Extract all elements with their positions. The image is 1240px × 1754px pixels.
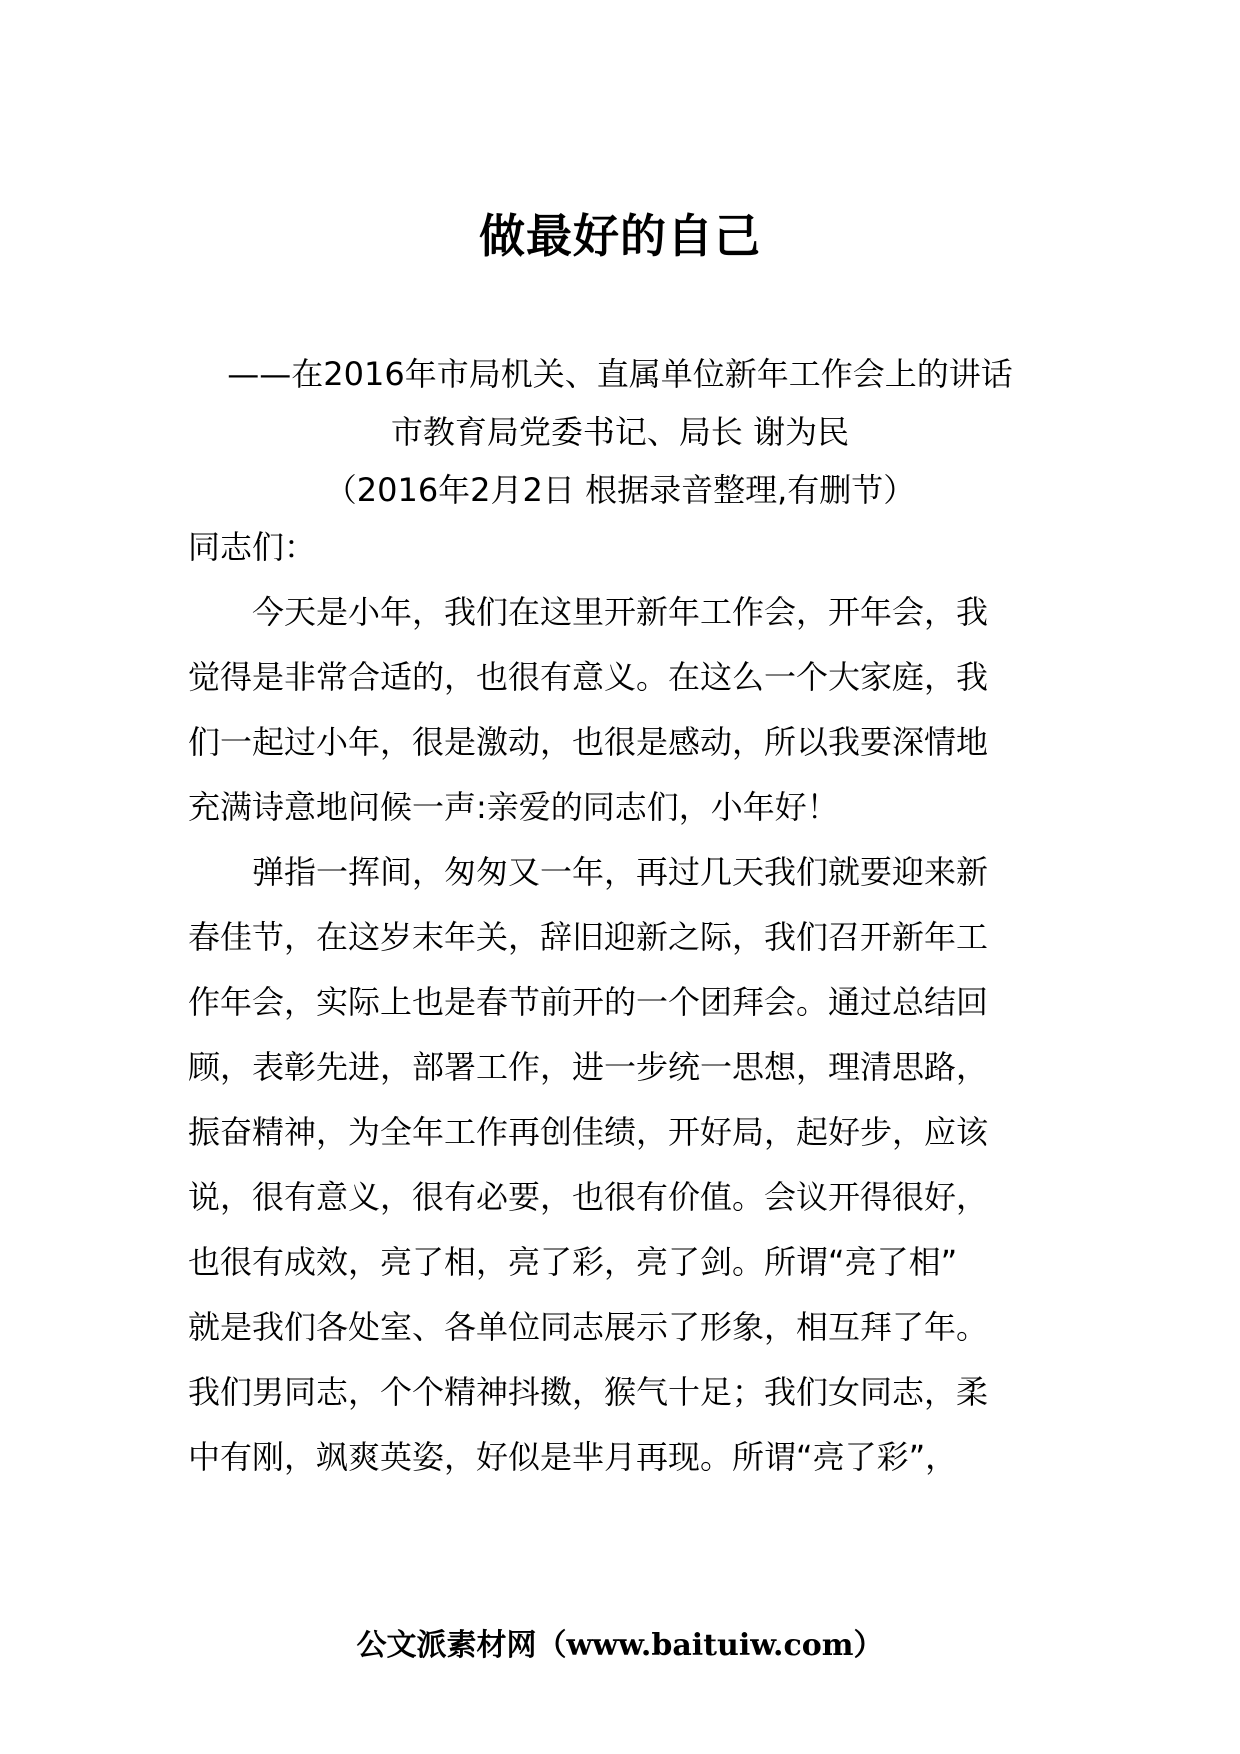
body-line: 今天是小年，我们在这里开新年工作会，开年会，我: [188, 593, 989, 631]
body-line: 充满诗意地问候一声:亲爱的同志们，小年好！: [188, 788, 839, 826]
body-line: 春佳节，在这岁末年关，辞旧迎新之际，我们召开新年工: [188, 918, 989, 956]
body-line: 振奋精神，为全年工作再创佳绩，开好局，起好步，应该: [188, 1113, 989, 1151]
body-line: 作年会，实际上也是春节前开的一个团拜会。通过总结回: [188, 983, 989, 1021]
body-line: 也很有成效，亮了相，亮了彩，亮了剑。所谓“亮了相”: [188, 1243, 958, 1281]
body-line: 们一起过小年，很是激动，也很是感动，所以我要深情地: [188, 723, 989, 761]
body-line: 觉得是非常合适的，也很有意义。在这么一个大家庭，我: [188, 658, 989, 696]
body-line: 顾，表彰先进，部署工作，进一步统一思想，理清思路，: [188, 1048, 989, 1086]
body-line: 我们男同志，个个精神抖擞，猴气十足；我们女同志，柔: [188, 1373, 989, 1411]
speech-body: [188, 515, 1054, 1490]
document-subtitle: ——在2016年市局机关、直属单位新年工作会上的讲话: [227, 355, 1013, 393]
body-line: 就是我们各处室、各单位同志展示了形象，相互拜了年。: [188, 1308, 989, 1346]
speaker-line: 市教育局党委书记、局长 谢为民: [390, 413, 850, 451]
date-note: （2016年2月2日 根据录音整理,有删节）: [324, 471, 916, 509]
document-title: 做最好的自己: [479, 209, 761, 263]
body-line: 弹指一挥间，匆匆又一年，再过几天我们就要迎来新: [188, 853, 989, 891]
footer-source: 公文派素材网（www.baituiw.com）: [356, 1628, 884, 1663]
body-line: 说，很有意义，很有必要，也很有价值。会议开得很好，: [188, 1178, 989, 1216]
body-line: 中有刚，飒爽英姿，好似是芈月再现。所谓“亮了彩”，: [188, 1438, 958, 1476]
body-line: 同志们：: [188, 528, 317, 566]
